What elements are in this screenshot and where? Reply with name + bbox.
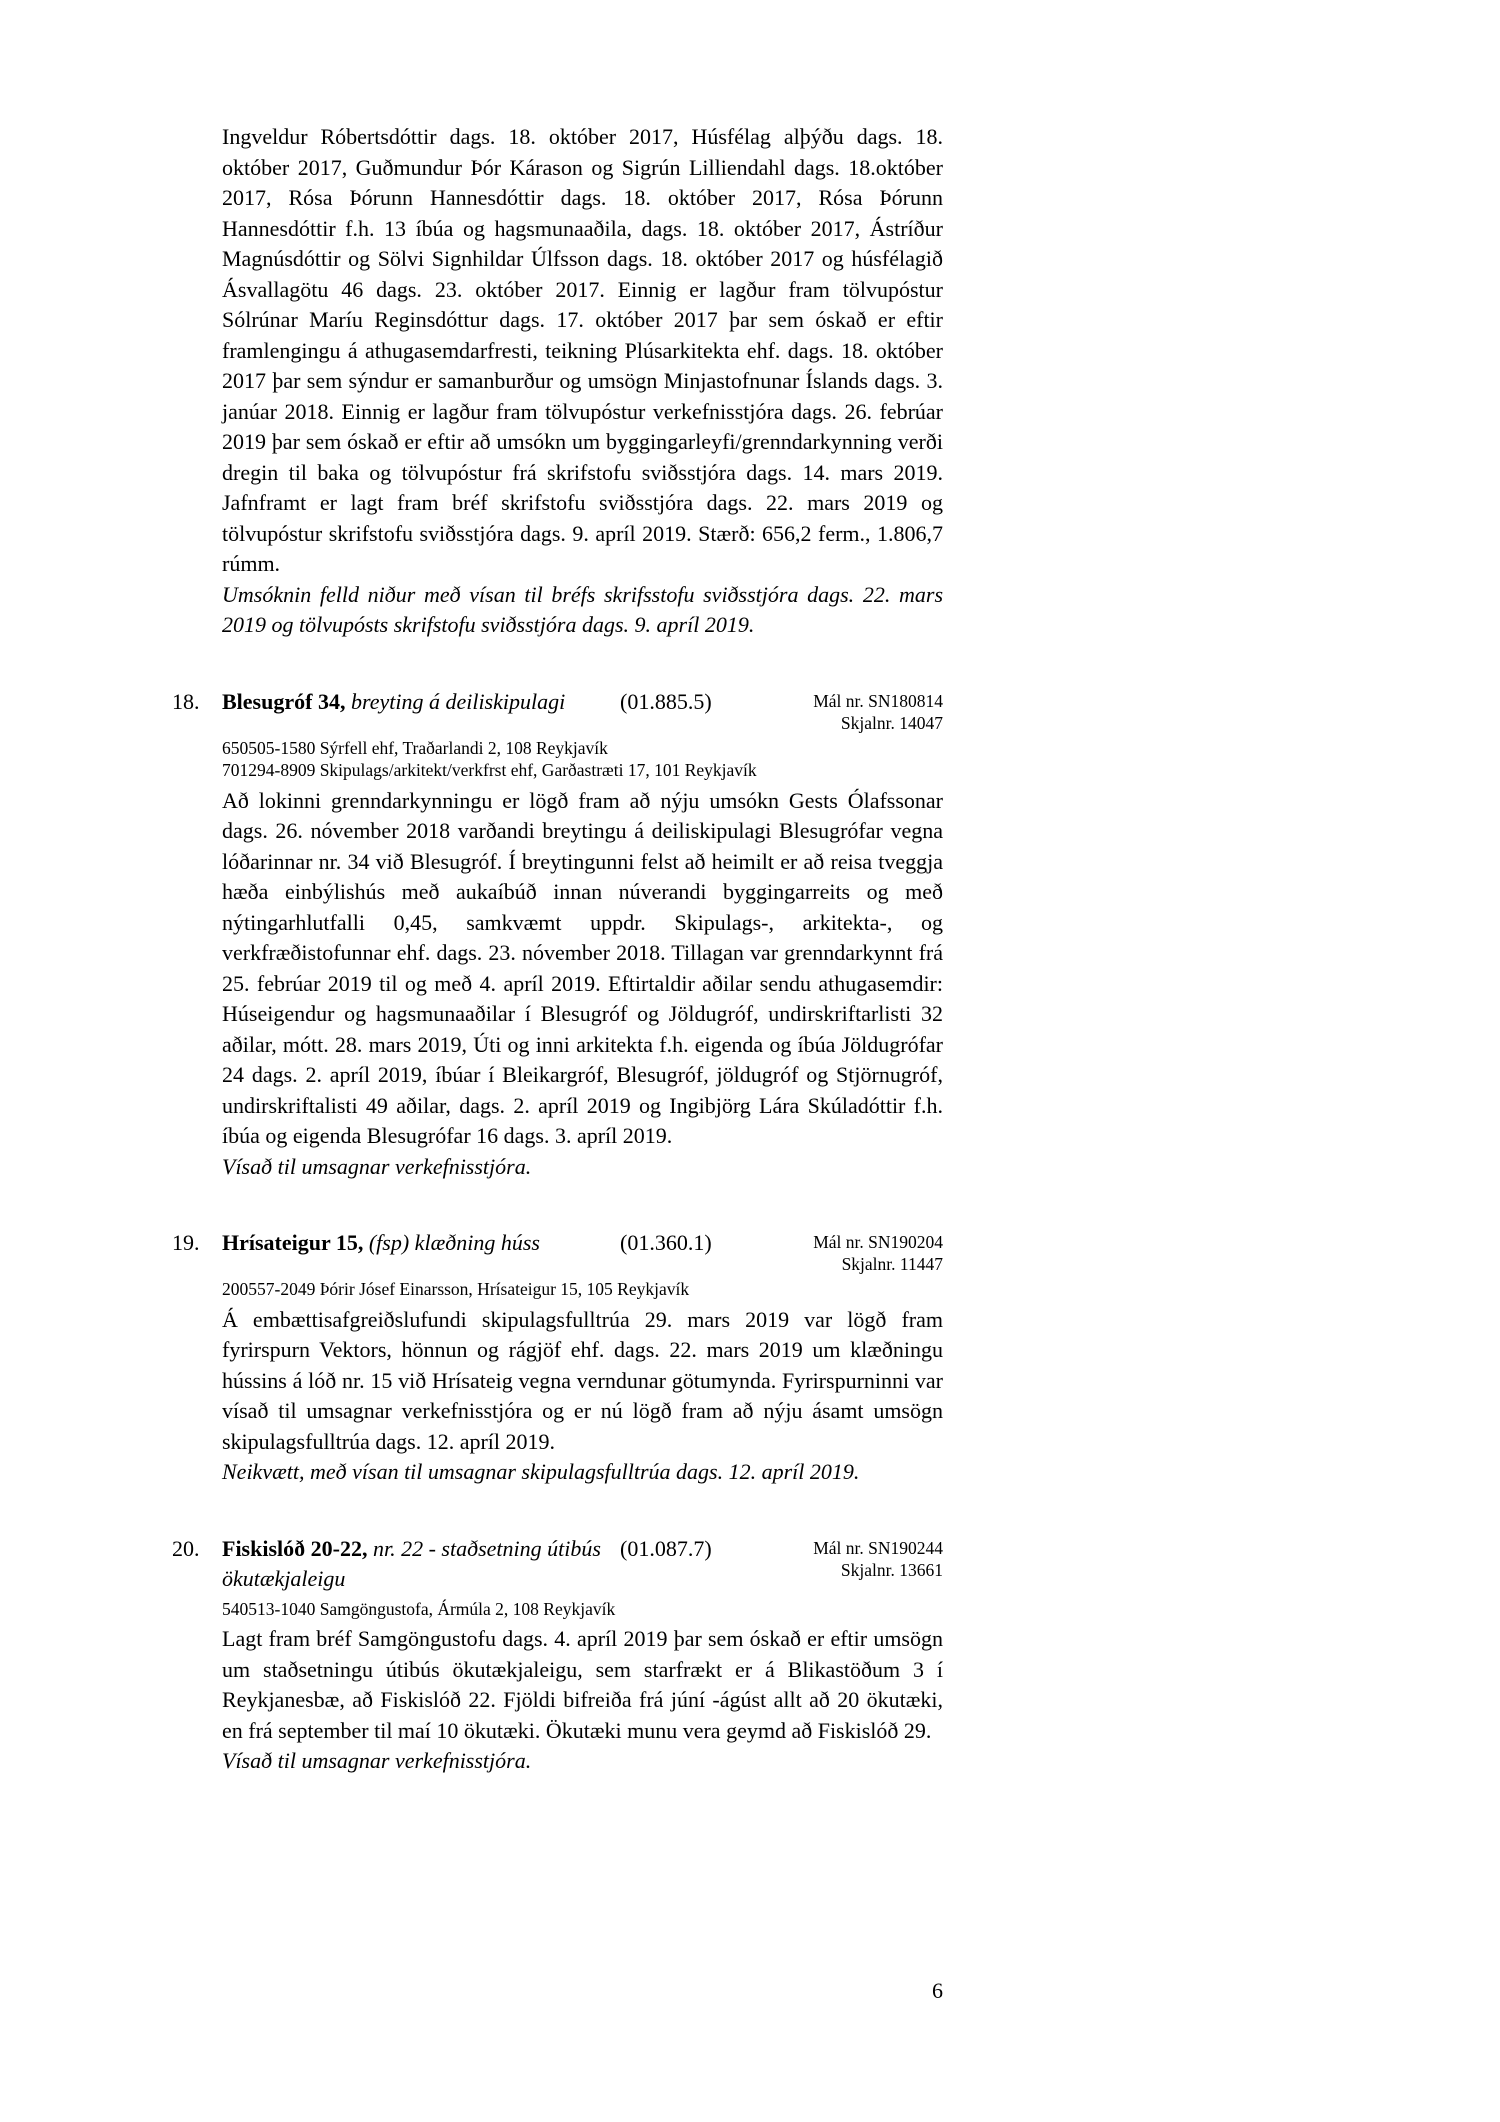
item-skjal-nr: Skjalnr. 11447 [841, 1254, 943, 1274]
item-conclusion: Vísað til umsagnar verkefnisstjóra. [222, 1748, 532, 1773]
item-title: Hrísateigur 15, [222, 1230, 364, 1255]
item-conclusion: Neikvætt, með vísan til umsagnar skipulagsfulltrúa dags. 12. apríl 2019. [222, 1459, 860, 1484]
agenda-item-20 [172, 1534, 943, 1777]
agenda-item-19 [172, 1228, 943, 1488]
item-header [172, 1534, 943, 1595]
item-registrants [172, 1278, 943, 1301]
registrant-line: 650505-1580 Sýrfell ehf, Traðarlandi 2, 108 Reykjavík [222, 737, 608, 758]
continuation-paragraph: Ingveldur Róbertsdóttir dags. 18. október 2017, Húsfélag alþýðu dags. 18. október 2017, Guðmundur Þór Kárason og Sigrún Lilliendahl dags. 18.október 2017, Rósa Þórunn Hannesdóttir dags. 18. október 2017, Rósa Þórunn Hannesdóttir f.h. 13 íbúa og hagsmunaaðila, dags. 18. október 2017, Ástríður Magnúsdóttir og Sölvi Signhildar Úlfsson dags. 18. október 2017 og húsfélagið Ásvallagötu 46 dags. 23. október 2017. Einnig er lagður fram tölvupóstur Sólrúnar Maríu Reginsdóttur dags. 17. október 2017 þar sem óskað er eftir framlengingu á athugasemdarfresti, teikning Plúsarkitekta ehf. dags. 18. október 2017 þar sem sýndur er samanburður og umsögn Minjastofnunar Íslands dags. 3. janúar 2018. Einnig er lagður fram tölvupóstur verkefnisstjóra dags. 26. febrúar 2019 þar sem óskað er eftir að umsókn um byggingarleyfi/grenndarkynning verði dregin til baka og tölvupóstur frá skrifstofu sviðsstjóra dags. 14. mars 2019. Jafnframt er lagt fram bréf skrifstofu sviðsstjóra dags. 22. mars 2019 og tölvupóstur skrifstofu sviðsstjóra dags. 9. apríl 2019. Stærð: 656,2 ferm., 1.806,7 rúmm. [222, 124, 943, 576]
item-meta [813, 687, 943, 734]
item-title: Blesugróf 34, [222, 688, 346, 714]
item-conclusion: Vísað til umsagnar verkefnisstjóra. [222, 1153, 532, 1179]
item-mal-nr: Mál nr. SN180814 [813, 690, 943, 711]
item-number: 18. [172, 688, 200, 714]
item-registrants [172, 737, 943, 782]
item-header [172, 687, 943, 734]
item-text-block [172, 1305, 943, 1488]
item-registrants [172, 1598, 943, 1621]
item-case-number: (01.087.7) [620, 1535, 712, 1561]
item-number: 19. [172, 1230, 200, 1255]
item-body: Á embættisafgreiðslufundi skipulagsfulltrúa 29. mars 2019 var lögð fram fyrirspurn Vektors, hönnun og rágjöf ehf. dags. 22. mars 2019 um klæðningu hússins á lóð nr. 15 við Hrísateig vegna verndunar götumynda. Fyrirspurninni var vísað til umsagnar verkefnisstjóra og er nú lögð fram að nýju ásamt umsögn skipulagsfulltrúa dags. 12. apríl 2019. [222, 1306, 943, 1454]
continuation-block [172, 122, 943, 641]
item-number: 20. [172, 1535, 200, 1561]
item-title: Fiskislóð 20-22, [222, 1535, 368, 1561]
item-title-group [222, 1534, 620, 1595]
registrant-line: 701294-8909 Skipulags/arkitekt/verkfrst ehf, Garðastræti 17, 101 Reykjavík [222, 760, 757, 780]
item-mal-nr: Mál nr. SN190204 [813, 1232, 943, 1252]
page-content [172, 122, 943, 1777]
item-mal-nr: Mál nr. SN190244 [813, 1537, 943, 1558]
item-subtitle: breyting á deiliskipulagi [350, 688, 566, 714]
item-meta [813, 1534, 943, 1581]
item-title-group [222, 1228, 620, 1259]
item-case-number: (01.360.1) [620, 1230, 712, 1255]
item-title-group [222, 687, 620, 718]
item-body: Að lokinni grenndarkynningu er lögð fram að nýju umsókn Gests Ólafssonar dags. 26. nóvember 2018 varðandi breytingu á deiliskipulagi Blesugrófar vegna lóðarinnar nr. 34 við Blesugróf. Í breytingunni felst að heimilt er að reisa tveggja hæða einbýlishús með aukaíbúð innan núverandi byggingarreits og með nýtingarhlutfalli 0,45, samkvæmt uppdr. Skipulags-, arkitekta-, og verkfræðistofunnar ehf. dags. 23. nóvember 2018. Tillagan var grenndarkynnt frá 25. febrúar 2019 til og með 4. apríl 2019. Eftirtaldir aðilar sendu athugasemdir: Húseigendur og hagsmunaaðilar í Blesugróf og Jöldugróf, undirskriftarlisti 32 aðilar, mótt. 28. mars 2019, Úti og inni arkitekta f.h. eigenda og íbúa Jöldugrófar 24 dags. 2. apríl 2019, íbúar í Bleikargróf, Blesugróf, jöldugróf og Stjörnugróf, undirskriftalisti 49 aðilar, dags. 2. apríl 2019 og Ingibjörg Lára Skúladóttir f.h. íbúa og eigenda Blesugrófar 16 dags. 3. apríl 2019. [222, 787, 943, 1148]
item-skjal-nr: Skjalnr. 13661 [840, 1559, 943, 1580]
item-meta [813, 1228, 943, 1275]
item-case-number: (01.885.5) [620, 688, 712, 714]
continuation-conclusion: Umsóknin felld niður með vísan til bréfs skrifsstofu sviðsstjóra dags. 22. mars 2019 og tölvupósts skrifstofu sviðsstjóra dags. 9. apríl 2019. [222, 581, 943, 637]
item-skjal-nr: Skjalnr. 14047 [840, 712, 943, 733]
item-header [172, 1228, 943, 1275]
item-text-block [172, 786, 943, 1183]
page-number: 6 [932, 1978, 943, 2003]
item-subtitle: (fsp) klæðning húss [368, 1230, 540, 1255]
agenda-item-18 [172, 687, 943, 1183]
item-body: Lagt fram bréf Samgöngustofu dags. 4. apríl 2019 þar sem óskað er eftir umsögn um staðsetningu útibús ökutækjaleigu, sem starfrækt er á Blikastöðum 3 í Reykjanesbæ, að Fiskislóð 22. Fjöldi bifreiða frá júní -ágúst allt að 20 ökutæki, en frá september til maí 10 ökutæki. Ökutæki munu vera geymd að Fiskislóð 29. [222, 1626, 943, 1743]
registrant-line: 540513-1040 Samgöngustofa, Ármúla 2, 108 Reykjavík [222, 1598, 616, 1619]
registrant-line: 200557-2049 Þórir Jósef Einarsson, Hrísateigur 15, 105 Reykjavík [222, 1279, 690, 1299]
item-text-block [172, 1624, 943, 1777]
item-subtitle: nr. 22 - staðsetning útibús ökutækjaleigu [222, 1535, 601, 1591]
